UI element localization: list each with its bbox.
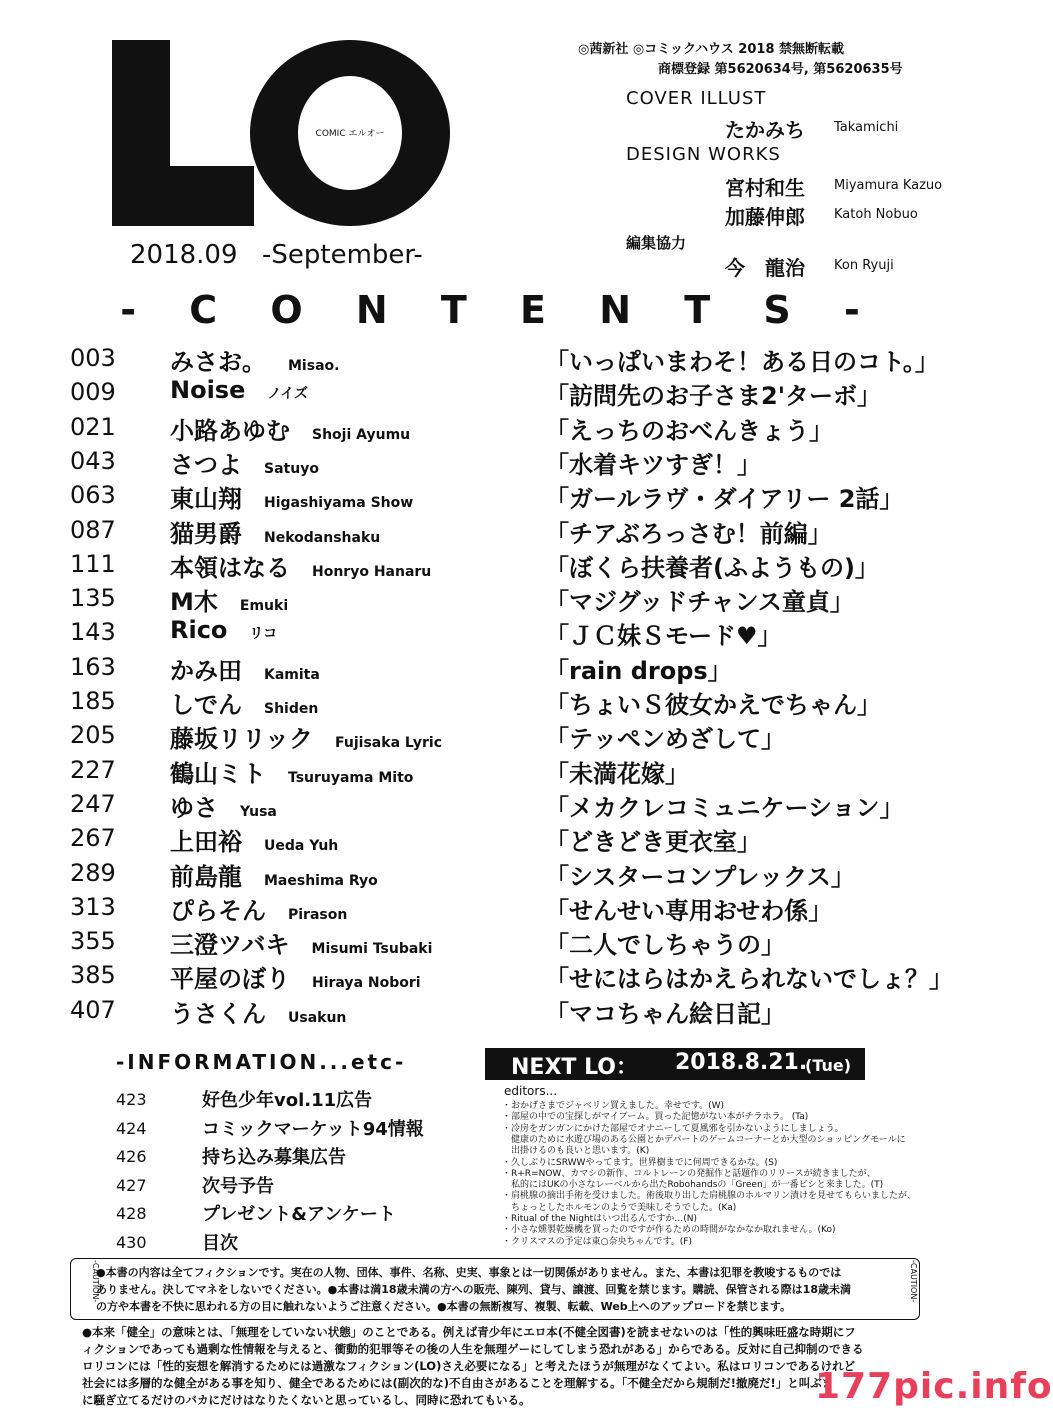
story-title: 「水着キツすぎ！」: [545, 450, 761, 479]
author-name: [170, 342, 339, 377]
editor-note-line: ・冷房をガンガンにかけた部屋でオナニーして夏風邪を引かないようにしましょう。: [502, 1123, 844, 1134]
author-name: [170, 822, 338, 857]
editor-note-line: ・おかげさまでジャベリン買えました。幸せです。(W): [502, 1101, 725, 1111]
editor-note-line: ・小さな燻製乾燥機を買ったのですが作るための時間がなかなか取れません。(Ko): [502, 1225, 836, 1236]
story-title: 「未満花嫁」: [545, 759, 689, 788]
trademark: 商標登録 第5620634号, 第5620635号: [658, 62, 903, 77]
story-title: 「えっちのおべんきょう」: [545, 416, 833, 445]
author-kanji: 小路あゆむ: [170, 416, 290, 445]
author-romaji: Ueda Yuh: [264, 838, 339, 855]
author-name: [170, 479, 413, 514]
author-name: [170, 685, 318, 720]
info-page-number: 427: [116, 1175, 147, 1195]
author-name: [170, 411, 410, 446]
contents-row: [0, 822, 1000, 856]
author-romaji: Higashiyama Show: [264, 495, 414, 512]
page-number: 003: [70, 344, 116, 372]
info-text: 好色少年vol.11広告: [202, 1090, 373, 1111]
caution-line: ●本書の内容は全てフィクションです。実在の人物、団体、事件、名称、史実、事象とは一切関係がありません。また、本書は犯罪を教唆するものでは: [96, 1266, 842, 1279]
author-name: [170, 616, 277, 644]
author-name: [170, 891, 347, 926]
editor-note-line: 健康のために水遊び場のある公園とかデパートのゲームコーナーとか大型のショッピングモールに: [502, 1134, 906, 1145]
story-title: 「メカクレコミュニケーション」: [545, 793, 904, 822]
story-title: 「ガールラヴ・ダイアリー 2話」: [545, 485, 904, 514]
editor-note-line: 出掛けるのも良いと思います。(K): [502, 1146, 650, 1157]
editor-note-line: ・Ritual of the Nightはいつ出るんですか…(N): [502, 1214, 697, 1224]
author-romaji: Kamita: [264, 666, 320, 683]
information-row: [0, 1143, 480, 1169]
page-number: 355: [70, 927, 116, 956]
information-row: [0, 1200, 480, 1226]
author-romaji: Nekodanshaku: [264, 529, 381, 546]
contents-row: [0, 582, 1000, 616]
information-row: [0, 1229, 480, 1255]
contents-row: [0, 994, 1000, 1028]
issue-month: -September-: [262, 240, 423, 270]
page-number: 143: [70, 618, 116, 647]
story-title: 「訪問先のお子さま2'ターボ」: [545, 382, 882, 411]
caution-line: の方や本書を不快に思われる方の目に触れないようご注意ください。●本書の無断複写、複製、転載、Web上へのアップロードを禁じます。: [96, 1300, 792, 1313]
author-romaji: Satuyo: [264, 460, 319, 477]
author-kanji: うさくん: [170, 999, 266, 1028]
editor-note-line: ちょっとしたホルモンのようで美味しそうでした。(Ka): [502, 1202, 737, 1213]
note-line: 社会には多層的な健全がある事を知り、健全であるためには(副次的な)不自由さがあることを理解する。「不健全だから規制だ!撤廃だ!」と叫ぶま: [82, 1376, 834, 1390]
page-number: 267: [70, 824, 116, 853]
page-number: 163: [70, 652, 116, 681]
story-title: 「rain drops」: [545, 656, 732, 685]
author-romaji: Usakun: [288, 1009, 347, 1026]
author-name: [170, 994, 346, 1029]
contents-row: [0, 514, 1000, 548]
author-romaji: Maeshima Ryo: [264, 872, 378, 889]
cover-illust-roman: Takamichi: [834, 120, 899, 135]
watermark: 177pic.info: [815, 1366, 1053, 1407]
editor-note-line: ・クリスマスの予定は東○奈央ちゃんです。(F): [502, 1236, 692, 1247]
designer-1-roman: Miyamura Kazuo: [834, 178, 943, 193]
editor-note-line: 私的にはUKの小さなレーベルから出たRobohandsの「Green」が一番ビシと来ました。(T): [502, 1180, 884, 1191]
contents-row: [0, 754, 1000, 788]
info-page-number: 424: [116, 1118, 147, 1138]
author-name: [170, 548, 431, 583]
author-kanji: M木: [170, 588, 218, 617]
author-name: [170, 582, 288, 617]
author-name: [170, 514, 380, 549]
author-romaji: Emuki: [239, 598, 289, 615]
contents-row: [0, 411, 1000, 445]
editors-title: editors...: [504, 1084, 558, 1098]
author-kanji: かみ田: [170, 656, 242, 685]
author-romaji: Pirason: [288, 906, 348, 923]
next-issue-date: 2018.8.21.: [675, 1050, 808, 1075]
information-title: -INFORMATION...etc-: [116, 1050, 407, 1074]
author-name: [170, 719, 442, 754]
note-line: ●本来「健全」の意味とは、「無理をしていない状態」のことである。例えば青少年にエロ本(不健全図書)を読ませないのは「性的興味旺盛な時期にフ: [82, 1325, 856, 1339]
info-text: 次号予告: [202, 1175, 274, 1197]
logo-l-foot: [112, 166, 254, 226]
caution-side-left: -CAUTION-: [91, 1260, 100, 1303]
story-title: 「チアぶろっさむ！前編」: [545, 519, 832, 548]
info-page-number: 428: [116, 1204, 147, 1223]
story-title: 「テッペンめざして」: [545, 725, 785, 754]
author-kanji: 平屋のぼり: [170, 965, 290, 994]
caution-line: ありません。決してマネをしないでください。●本書は満18歳未満の方への販売、陳列、貸与、譲渡、回覧を禁じます。購読、保管される際は18歳未満: [96, 1283, 851, 1296]
story-title: 「ちょいＳ彼女かえでちゃん」: [545, 691, 881, 719]
page-number: 009: [70, 378, 116, 407]
editor-note-line: ・R+R=NOW、カマシの新作、コルトレーンの発掘作と話題作のリリースが続きましたが、: [502, 1168, 876, 1179]
information-row: [0, 1115, 480, 1141]
note-line: に騒ぎ立てるだけのバカにだけはなりたくないと思っているし、同時に恐れてもいる。: [82, 1393, 531, 1407]
info-page-number: 426: [116, 1147, 147, 1166]
cover-illust-name: たかみち: [725, 118, 805, 142]
author-romaji: Hiraya Nobori: [312, 975, 421, 992]
editor-note-line: ・久しぶりにSRWWやってます。世界樹までに何周できるかな。(S): [502, 1157, 778, 1168]
author-kanji: 前島龍: [170, 862, 242, 891]
author-kanji: 鶴山ミト: [170, 759, 266, 788]
information-row: [0, 1172, 480, 1198]
contents-row: [0, 445, 1000, 479]
page-number: 407: [70, 995, 116, 1024]
contents-row: [0, 959, 1000, 993]
issue-date: 2018.09: [130, 240, 238, 270]
page-number: 205: [70, 721, 116, 750]
author-kanji: 三澄ツバキ: [170, 931, 290, 960]
designer-1-name: 宮村和生: [725, 176, 805, 200]
page-number: 313: [70, 892, 116, 921]
author-romaji: ノイズ: [267, 386, 308, 403]
author-name: [170, 754, 413, 789]
contents-row: [0, 925, 1000, 959]
author-kanji: ぴらそん: [170, 896, 266, 925]
info-text: コミックマーケット94情報: [202, 1118, 424, 1140]
copyright: ◎茜新社 ◎コミックハウス 2018 禁無断転載: [578, 42, 845, 57]
author-kanji: 猫男爵: [170, 519, 242, 548]
contents-row: [0, 376, 1000, 410]
story-title: 「マコちゃん絵日記」: [545, 999, 785, 1028]
author-name: [170, 788, 277, 823]
author-name: [170, 925, 432, 960]
cover-illust-heading: COVER ILLUST: [626, 88, 767, 109]
information-row: [0, 1086, 480, 1112]
page-number: 135: [70, 584, 116, 613]
author-kanji: 上田裕: [170, 828, 242, 857]
story-title: 「ＪＣ妹Ｓモード♥」: [545, 622, 782, 651]
next-issue-banner: [485, 1048, 865, 1080]
author-kanji: 本領はなる: [170, 553, 290, 582]
next-issue-day: (Tue): [805, 1056, 852, 1075]
story-title: 「二人でしちゃうの」: [545, 931, 785, 960]
info-text: 目次: [202, 1232, 238, 1254]
story-title: 「せんせい専用おせわ係」: [545, 896, 833, 925]
author-romaji: Misumi Tsubaki: [311, 941, 433, 958]
editor-roman: Kon Ryuji: [834, 258, 894, 273]
page-number: 227: [70, 755, 116, 784]
author-kanji: Rico: [170, 616, 228, 645]
designer-2-roman: Katoh Nobuo: [834, 207, 918, 222]
author-romaji: Misao.: [288, 358, 340, 374]
page-number: 289: [70, 858, 116, 887]
contents-row: [0, 479, 1000, 513]
page-number: 185: [70, 687, 116, 715]
page-number: 111: [70, 549, 116, 578]
contents-row: [0, 788, 1000, 822]
editing-heading: 編集協力: [626, 234, 687, 252]
info-page-number: 423: [116, 1090, 147, 1109]
contents-row: [0, 342, 1000, 376]
contents-row: [0, 548, 1000, 582]
info-text: 持ち込み募集広告: [202, 1147, 346, 1168]
contents-row: [0, 719, 1000, 753]
note-line: ロリコンには「性的妄想を解消するためには過激なフィクション(LO)さえ必要になる」と考えたほうが無理がなくてよい。私はロリコンであるけれど: [82, 1359, 856, 1373]
page-number: 087: [70, 515, 116, 544]
caution-side-right: -CAUTION-: [909, 1260, 918, 1303]
contents-row: [0, 685, 1000, 719]
contents-row: [0, 616, 1000, 650]
author-name: [170, 857, 378, 892]
author-romaji: Tsuruyama Mito: [288, 769, 414, 786]
story-title: 「いっぱいまわそ！ある日のコト。」: [545, 348, 939, 376]
author-name: [170, 445, 319, 480]
logo-subtitle: COMIC エルオー: [315, 129, 385, 139]
author-kanji: ゆさ: [170, 793, 218, 822]
contents-row: [0, 857, 1000, 891]
editor-name: 今 龍治: [725, 256, 805, 280]
author-kanji: 藤坂リリック: [170, 725, 314, 754]
author-romaji: リコ: [249, 626, 278, 643]
story-title: 「ぼくら扶養者(ふようもの)」: [545, 553, 879, 582]
author-romaji: Shiden: [264, 701, 319, 717]
next-issue-label: NEXT LO：: [511, 1055, 639, 1080]
contents-row: [0, 651, 1000, 685]
designer-2-name: 加藤伸郎: [725, 205, 805, 229]
author-romaji: Fujisaka Lyric: [335, 735, 442, 752]
story-title: 「せにはらはかえられないでしょ？」: [545, 965, 953, 994]
note-line: ィクションであっても過剰な性情報を与えると、衝動的犯罪等その後の人生を無理ゲーにしてしまう恐れがある」からである。反対に自己抑制のできる: [82, 1342, 864, 1356]
author-romaji: Yusa: [240, 803, 277, 820]
author-kanji: しでん: [170, 691, 242, 719]
story-title: 「シスターコンプレックス」: [545, 862, 855, 891]
page-number: 021: [70, 412, 116, 441]
author-name: [170, 651, 320, 686]
author-name: [170, 376, 308, 404]
author-kanji: 東山翔: [170, 485, 242, 514]
info-text: プレゼント&アンケート: [202, 1204, 396, 1225]
author-romaji: Honryo Hanaru: [312, 563, 432, 580]
page-number: 043: [70, 446, 116, 475]
author-kanji: さつよ: [170, 450, 242, 479]
story-title: 「どきどき更衣室」: [545, 828, 761, 857]
editor-note-line: ・部屋の中での宝探しがマイブーム。買った記憶がない本がチラホラ。 (Ta): [502, 1112, 809, 1123]
author-romaji: Shoji Ayumu: [312, 426, 411, 443]
page-number: 063: [70, 481, 116, 510]
page-number: 385: [70, 961, 116, 990]
design-works-heading: DESIGN WORKS: [626, 144, 781, 165]
author-kanji: みさお。: [170, 348, 266, 376]
info-page-number: 430: [116, 1232, 147, 1252]
contents-title: - C O N T E N T S -: [120, 288, 880, 332]
editor-note-line: ・肩桃腺の摘出手術を受けました。術後取り出した肩桃腺のホルマリン漬けを見せてもらいましたが、: [502, 1191, 917, 1202]
contents-row: [0, 891, 1000, 925]
author-name: [170, 959, 421, 994]
story-title: 「マジグッドチャンス童貞」: [545, 588, 854, 617]
page-number: 247: [70, 789, 116, 818]
author-kanji: Noise: [170, 376, 246, 405]
